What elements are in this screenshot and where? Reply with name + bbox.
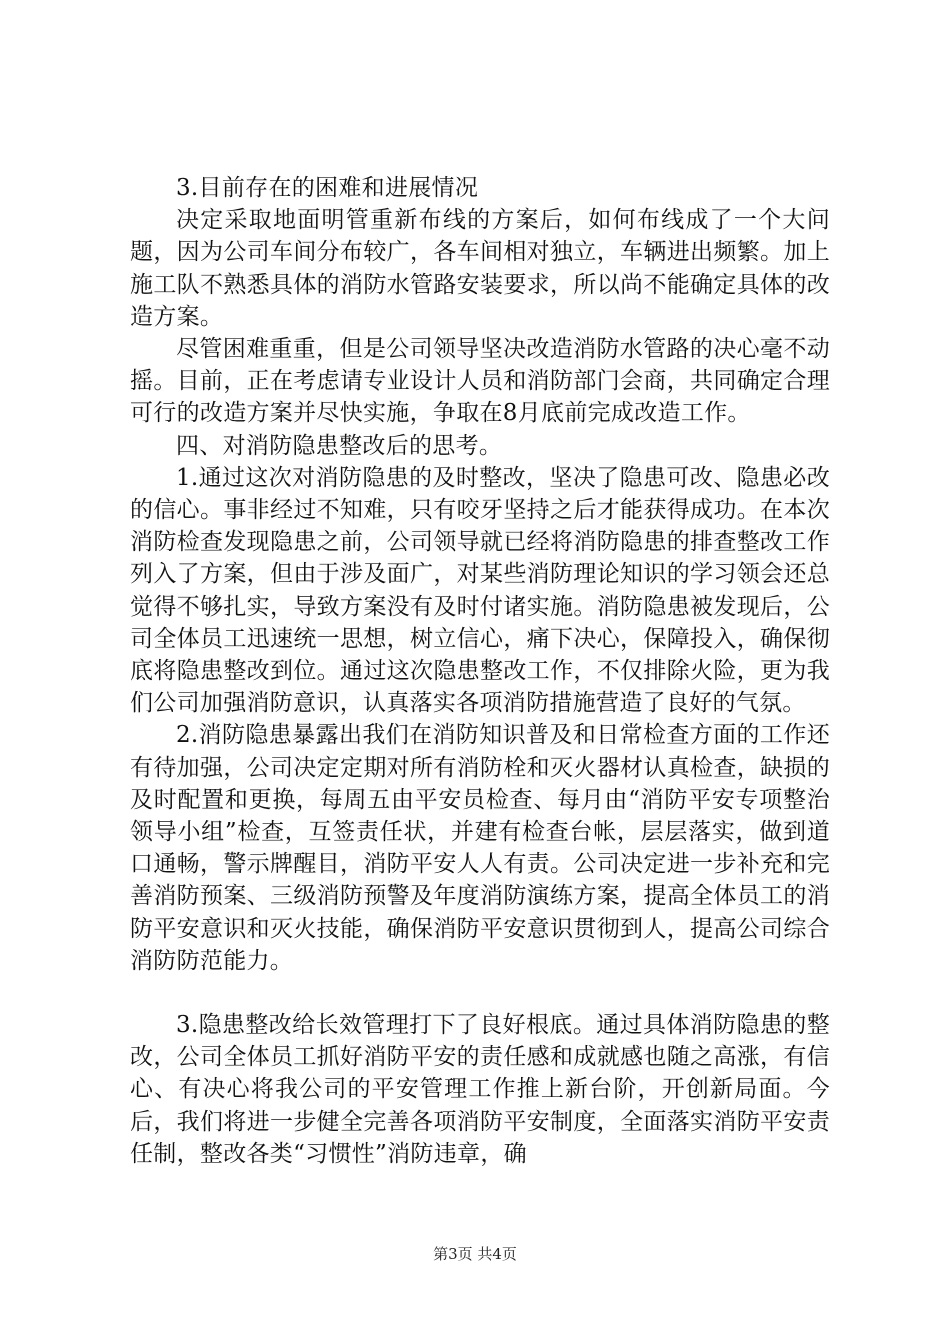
- paragraph-reflection-2: 2.消防隐患暴露出我们在消防知识普及和日常检查方面的工作还有待加强，公司决定定期对所有消防栓和灭火器材认真检查，缺损的及时配置和更换，每周五由平安员检查、每月由“消防平安专项整治领导小组”检查，互签责任状，并建有检查台帐，层层落实，做到道口通畅，警示牌醒目，消防平安人人有责。公司决定进一步补充和完善消防预案、三级消防预警及年度消防演练方案，提高全体员工的消防平安意识和灭火技能，确保消防平安意识贯彻到人，提高公司综合消防防范能力。: [130, 722, 830, 974]
- document-body: [130, 172, 830, 1170]
- section-heading-difficulties: 3.目前存在的困难和进展情况: [176, 175, 479, 201]
- page-number-footer: 第3页 共4页: [433, 1245, 517, 1263]
- paragraph-wiring-problem: 决定采取地面明管重新布线的方案后，如何布线成了一个大问题，因为公司车间分布较广，各车间相对独立，车辆进出频繁。加上施工队不熟悉具体的消防水管路安装要求，所以尚不能确定具体的改造方案。: [130, 207, 830, 330]
- paragraph-reflection-1: 1.通过这次对消防隐患的及时整改，坚决了隐患可改、隐患必改的信心。事非经过不知难，只有咬牙坚持之后才能获得成功。在本次消防检查发现隐患之前，公司领导就已经将消防隐患的排查整改工作列入了方案，但由于涉及面广，对某些消防理论知识的学习领会还总觉得不够扎实，导致方案没有及时付诸实施。消防隐患被发现后，公司全体员工迅速统一思想，树立信心，痛下决心，保障投入，确保彻底将隐患整改到位。通过这次隐患整改工作，不仅排除火险，更为我们公司加强消防意识，认真落实各项消防措施营造了良好的气氛。: [130, 464, 830, 717]
- section-heading-reflections: 四、对消防隐患整改后的思考。: [176, 432, 503, 459]
- paragraph-reflection-3: 3.隐患整改给长效管理打下了良好根底。通过具体消防隐患的整改，公司全体员工抓好消防平安的责任感和成就感也随之高涨，有信心、有决心将我公司的平安管理工作推上新台阶，开创新局面。今后，我们将进一步健全完善各项消防平安制度，全面落实消防平安责任制，整改各类“习惯性”消防违章，确: [130, 1012, 830, 1167]
- paragraph-leadership-resolve: 尽管困难重重，但是公司领导坚决改造消防水管路的决心毫不动摇。目前，正在考虑请专业设计人员和消防部门会商，共同确定合理可行的改造方案并尽快实施，争取在8月底前完成改造工作。: [130, 336, 830, 427]
